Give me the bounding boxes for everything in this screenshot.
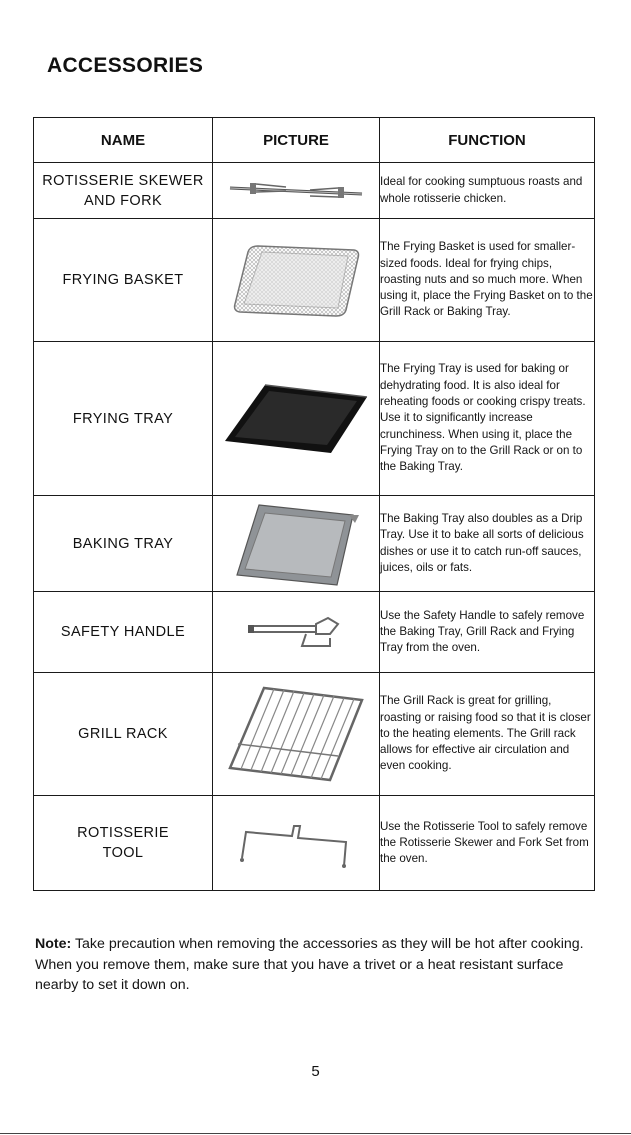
- accessory-name-line: SAFETY HANDLE: [60, 624, 186, 640]
- accessory-name-line: FRYING BASKET: [62, 272, 184, 288]
- table-row: [34, 163, 595, 219]
- header-name: NAME: [34, 118, 213, 163]
- baking-tray-image: [231, 501, 361, 587]
- grill-rack-image: [226, 684, 366, 784]
- accessory-picture: [213, 673, 380, 796]
- accessory-name-line: ROTISSERIE SKEWER: [42, 172, 204, 189]
- table-row: [34, 219, 595, 342]
- accessory-function: Use the Safety Handle to safely remove the Baking Tray, Grill Rack and Frying Tray from the oven.: [380, 592, 595, 673]
- note-label: Note:: [35, 936, 72, 952]
- accessory-name: [34, 496, 213, 592]
- page-heading: ACCESSORIES: [47, 54, 204, 77]
- rotisserie-tool-image: [236, 818, 356, 868]
- accessory-name: [34, 163, 213, 219]
- accessory-picture: [213, 342, 380, 496]
- accessory-function: The Baking Tray also doubles as a Drip Tray. Use it to bake all sorts of delicious dishes or use it to catch run-off sauces, juices, oils or fats.: [380, 496, 595, 592]
- rotisserie-skewer-image: [226, 176, 366, 206]
- accessory-function: The Frying Basket is used for smaller-sized foods. Ideal for frying chips, roasting nuts and so much more. When using it, place the Frying Basket on to the Grill Rack or Baking Tray.: [380, 219, 595, 342]
- note-paragraph: [35, 934, 595, 996]
- accessory-function: The Grill Rack is great for grilling, roasting or raising food so that it is closer to the heating elements. The Grill rack allows for effective air circulation and even cooking.: [380, 673, 595, 796]
- table-row: [34, 496, 595, 592]
- accessory-picture: [213, 592, 380, 673]
- accessory-name: [34, 342, 213, 496]
- table-row: [34, 342, 595, 496]
- bottom-divider: [0, 1133, 631, 1134]
- frying-tray-image: [221, 379, 371, 459]
- accessory-picture: [213, 496, 380, 592]
- page-number: 5: [311, 1063, 320, 1080]
- table-row: [34, 592, 595, 673]
- table-header-row: [34, 118, 595, 163]
- accessory-name: [34, 592, 213, 673]
- accessory-name-line: FRYING TRAY: [72, 410, 174, 427]
- note-text: Take precaution when removing the accessories as they will be hot after cooking. When you remove them, make sure that you have a trivet or a heat resistant surface nearby to set it down on.: [35, 936, 584, 993]
- accessory-function: The Frying Tray is used for baking or dehydrating food. It is also ideal for reheating foods or cooking crispy treats. Use it to significantly increase crunchiness. When using it, place the Frying Tray on to the Grill Rack or on to the Baking Tray.: [380, 342, 595, 496]
- accessories-table: [33, 117, 595, 891]
- accessory-name-line: AND FORK: [83, 192, 163, 209]
- accessory-name: [34, 673, 213, 796]
- accessory-name-line: ROTISSERIE: [77, 825, 169, 841]
- accessory-name-line: BAKING TRAY: [72, 535, 174, 552]
- accessory-name: [34, 219, 213, 342]
- accessory-function: Ideal for cooking sumptuous roasts and whole rotisserie chicken.: [380, 163, 595, 219]
- accessory-name: [34, 796, 213, 891]
- accessory-picture: [213, 163, 380, 219]
- table-row: [34, 796, 595, 891]
- accessory-function: Use the Rotisserie Tool to safely remove the Rotisserie Skewer and Fork Set from the oven.: [380, 796, 595, 891]
- accessory-name-line: TOOL: [102, 845, 144, 861]
- accessory-picture: [213, 219, 380, 342]
- accessory-name-line: GRILL RACK: [78, 726, 168, 742]
- table-row: [34, 673, 595, 796]
- safety-handle-image: [246, 612, 346, 652]
- accessory-picture: [213, 796, 380, 891]
- header-picture: PICTURE: [213, 118, 380, 163]
- frying-basket-image: [230, 240, 362, 320]
- header-function: FUNCTION: [380, 118, 595, 163]
